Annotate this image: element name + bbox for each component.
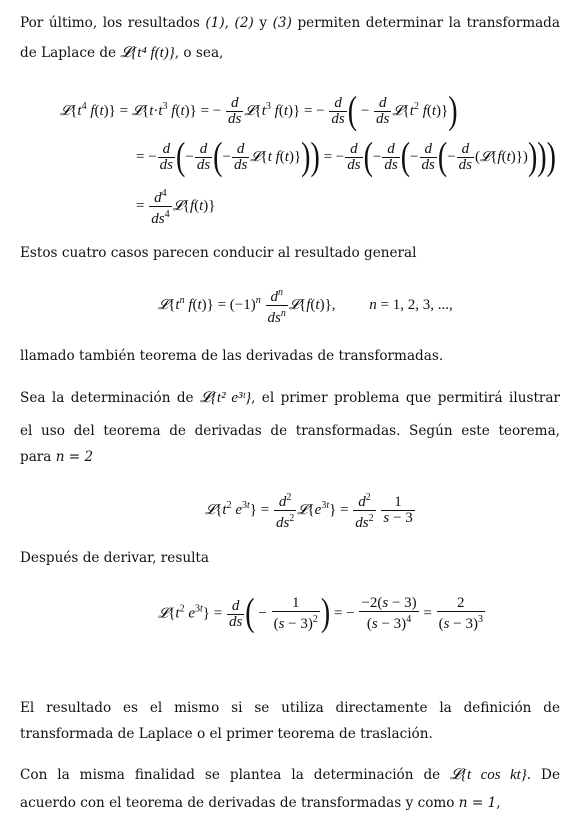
paragraph-general: Estos cuatro casos parecen conducir al resultado general [20, 245, 417, 261]
paragraph-intro-line2: de Laplace de 𝓛{t⁴ f(t)}, o sea, [20, 45, 224, 61]
paragraph-intro: Por último, los resultados (1), (2) y (3) permiten determinar la transformada [20, 15, 560, 31]
paragraph-example2-line2: acuerdo con el teorema de derivadas de transformadas y como n = 1, [20, 795, 501, 811]
equation-t4-row3: = $\frac{d^4}{ds^4}$ 𝓛{f(t)} [136, 188, 216, 227]
laplace-t4-expression: 𝓛{t⁴ f(t)} [120, 45, 175, 61]
equation-t2-e3t-result: $𝓛\{t^2$ $e^{3t}$} = $\frac{d}{ds}$ ( − $\frac{1}{(s - 3)^2}$ ) = − $\frac{-2(s - 3)}{(s - 3)^4}$ = $\frac{2}{(s - 3)^3}$ [158, 591, 483, 635]
equation-t2-e3t-setup: $𝓛\{t^2$ $e^{3t}$} = $\frac{d^2}{ds^2}$ $𝓛\{e^{3t}\}$ = $\frac{d^2}{ds^2}$ $\frac{1}{s - 3}$ [205, 492, 413, 531]
paragraph-same-result-line1: El resultado es el mismo si se utiliza directamente la definición de [20, 700, 560, 716]
laplace-tcoskt-expression: 𝓛{t cos kt} [450, 767, 527, 783]
paragraph-same-result-line2: transformada de Laplace o el primer teorema de traslación. [20, 726, 433, 742]
laplace-t2-e3t-expression: 𝓛{t² e³ᵗ} [200, 390, 252, 406]
equation-t4-row2: = − $\frac{d}{ds}$ (− $\frac{d}{ds}$ (− $\frac{d}{ds}$ 𝓛{t f(t)})) = − $\frac{d}{ds}$ (− $\frac{d}{ds}$ (− $\frac{d}{ds}$ (− $\frac{d}{ds}$ (𝓛{f(t)})))) [136, 135, 556, 179]
paragraph-example1-line2: el uso del teorema de derivadas de transformadas. Según este teorema, [20, 423, 560, 439]
equation-general-theorem: $𝓛\{t^n$ $f(t)\} = (-1)^n$ $d^n$ $ds^n$ 𝓛{f(t)}, n = 1, 2, 3, ..., [158, 287, 453, 326]
paragraph-theorem-name: llamado también teorema de las derivadas de transformadas. [20, 348, 444, 364]
paragraph-after-derivative: Después de derivar, resulta [20, 550, 209, 566]
paragraph-example2-line1: Con la misma finalidad se plantea la determinación de 𝓛{t cos kt}. De [20, 767, 560, 783]
equation-t4-row1: $𝓛\{t^4$ $f(t)\} = 𝓛\{t\cdot t^3$ f(t)} = − $\frac{d}{ds}$ $𝓛\{t^3$ f(t)} = − $\frac{d}{ds}$ ( − $\frac{d}{ds}$ $𝓛\{t^2$ f(t)}) [60, 89, 458, 133]
paragraph-example1-line1: Sea la determinación de 𝓛{t² e³ᵗ}, el primer problema que permitirá ilustrar [20, 390, 561, 406]
paragraph-example1-line3: para n = 2 [20, 449, 94, 465]
